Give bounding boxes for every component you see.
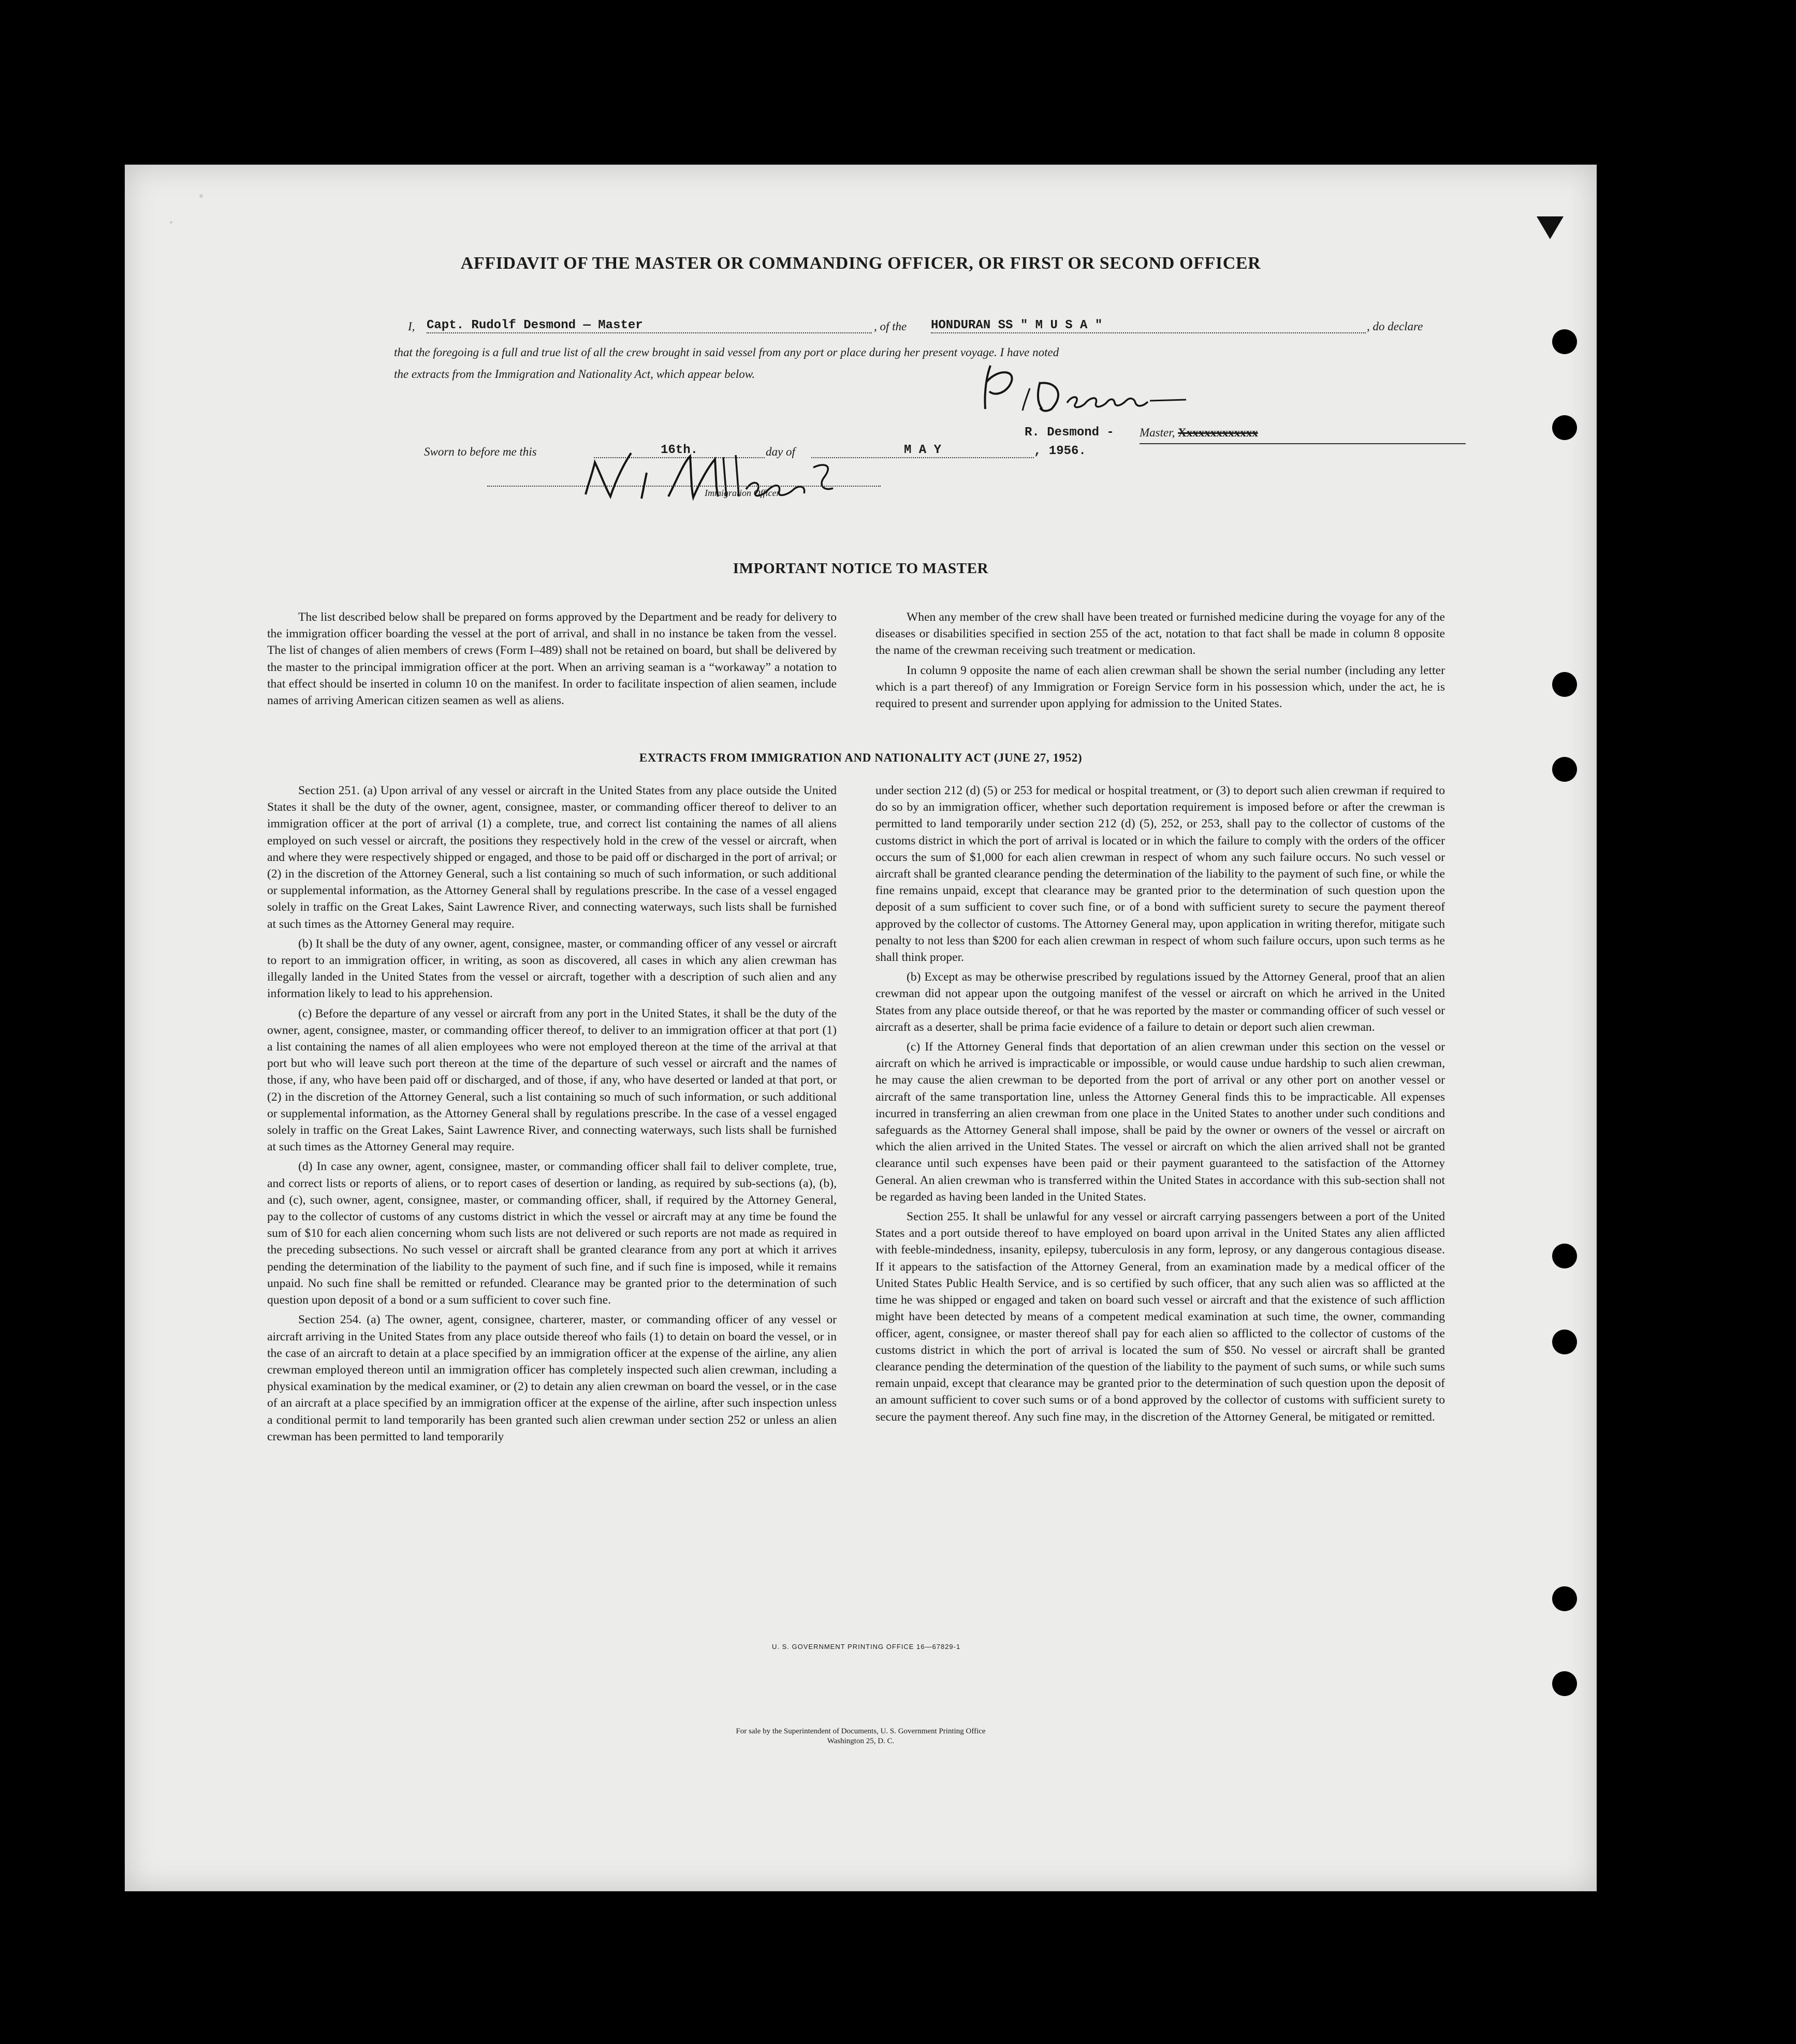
master-title bbox=[1140, 426, 1258, 440]
extract-paragraph: (c) If the Attorney General finds that deportation of an alien crewman under this section on the vessel or aircraft on which he arrived is impracticable or impossible, or would cause undue hardship to such alien crewman, he may cause the alien crewman to be deported from the port of arrival or any other port on another vessel or aircraft of the same transportation line, unless the Attorney General finds this to be impracticable. All expenses incurred in transferring an alien crewman from one place in the United States to another under such conditions and safeguards as the Attorney General shall impose, shall be paid by the owner or owners of the vessel or aircraft on which the alien arrived in the United States. The vessel or aircraft on which the alien arrived shall not be granted clearance until such expenses have been paid or their payment guaranteed to the satisfaction of the Attorney General. An alien crewman who is transferred within the United States in accordance with this sub-section shall not be regarded as having been landed in the United States. bbox=[875, 1040, 1445, 1204]
extract-paragraph: (d) In case any owner, agent, consignee, master, or commanding officer shall fail to deliver complete, true, and correct lists or reports of aliens, or to report cases of desertion or landing, as required by sub-sections (a), (b), and (c), such owner, agent, consignee, master, or commanding officer, shall, if required by the Attorney General, pay to the collector of customs of any customs district in which the vessel or aircraft may at any time be found the sum of $10 for each alien concerning whom such lists are not delivered or such reports are not made as required in the preceding subsections. No such vessel or aircraft shall be granted clearance from any port at which it arrives pending the determination of the liability to the payment of such fine, and if such fine is imposed, while it remains unpaid. No such fine shall be remitted or refunded. Clearance may be granted prior to the determination of such question upon deposit of a bond or a sum sufficient to cover such fine. bbox=[267, 1160, 837, 1307]
of-the-label: , of the bbox=[874, 320, 907, 333]
declaration-suffix: , do declare bbox=[1367, 320, 1423, 333]
sworn-day-field: 16th. bbox=[594, 443, 765, 458]
extracts-left-column bbox=[267, 782, 837, 1445]
notice-title: IMPORTANT NOTICE TO MASTER bbox=[733, 560, 989, 577]
sworn-year-field: , 1956. bbox=[1034, 444, 1086, 458]
binder-hole bbox=[1552, 757, 1577, 782]
signature-rule bbox=[1140, 443, 1466, 444]
scan-speck bbox=[199, 194, 203, 198]
sworn-month-field: M A Y bbox=[811, 443, 1034, 458]
binder-hole bbox=[1552, 1671, 1577, 1696]
extract-paragraph: (b) It shall be the duty of any owner, agent, consignee, master, or commanding officer of any vessel or aircraft to report to an immigration officer, in writing, as soon as discovered, all cases in which any alien crewman has illegally landed in the United States from the vessel or aircraft, together with a description of such alien and any information likely to lead to his apprehension. bbox=[267, 937, 837, 1001]
declaration-line-1 bbox=[408, 320, 1521, 339]
extracts-title: EXTRACTS FROM IMMIGRATION AND NATIONALITY ACT (JUNE 27, 1952) bbox=[639, 751, 1083, 764]
struck-title: Xxxxxxxxxxxxx bbox=[1178, 426, 1258, 439]
vessel-name-field: HONDURAN SS " M U S A " bbox=[931, 318, 1366, 333]
master-signature bbox=[979, 361, 1196, 418]
notice-left-column bbox=[267, 609, 837, 709]
officer-signature-rule bbox=[487, 486, 881, 487]
footer-line-1: For sale by the Superintendent of Documents, U. S. Government Printing Office bbox=[736, 1727, 986, 1735]
binder-hole bbox=[1552, 415, 1577, 440]
extracts-right-column bbox=[875, 782, 1445, 1425]
document-page bbox=[125, 165, 1597, 1891]
master-name-field: Capt. Rudolf Desmond — Master bbox=[427, 318, 872, 333]
notice-right-column bbox=[875, 609, 1445, 712]
corner-tear bbox=[1537, 216, 1564, 239]
extract-paragraph: (c) Before the departure of any vessel or aircraft from any port in the United States, it shall be the duty of the owner, agent, consignee, master, or commanding officer thereof, to deliver to an immigration officer at that port (1) a list containing the names of all alien employees who were not employed thereon at the time of the arrival at that port but who will leave such port thereon at the time of the departure of such vessel or aircraft and the names of those, if any, who have been paid off or discharged, and of those, if any, who have deserted or landed at that port, or (2) in the discretion of the Attorney General, such a list containing so much of such information, or such additional or supplemental information, as the Attorney General shall by regulations prescribe. In the case of a vessel engaged solely in traffic on the Great Lakes, Saint Lawrence River, and connecting waterways, such lists shall be furnished at such times as the Attorney General may require. bbox=[267, 1006, 837, 1154]
typed-signature: R. Desmond - bbox=[1025, 426, 1114, 440]
affidavit-title: AFFIDAVIT OF THE MASTER OR COMMANDING OFFICER, OR FIRST OR SECOND OFFICER bbox=[460, 254, 1261, 273]
notice-paragraph: When any member of the crew shall have been treated or furnished medicine during the voyage for any of the diseases or disabilities specified in section 255 of the act, notation to that fact shall be made in column 8 opposite the name of the crewman receiving such treatment or medication. bbox=[875, 610, 1445, 658]
binder-hole bbox=[1552, 672, 1577, 697]
binder-hole bbox=[1552, 1330, 1577, 1354]
extract-paragraph: Section 251. (a) Upon arrival of any vessel or aircraft in the United States from any place outside the United States it shall be the duty of the owner, agent, consignee, master, or commanding officer thereof to deliver to an immigration officer at the port of arrival (1) a complete, true, and correct list containing the names of all aliens employed on such vessel or aircraft, the positions they respectively hold in the crew of the vessel or aircraft, when and where they were respectively shipped or engaged, and those to be paid off or discharged in the port of arrival; or (2) in the discretion of the Attorney General, such a list containing so much of such information, or such additional or supplemental information, as the Attorney General shall by regulations prescribe. In the case of a vessel engaged solely in traffic on the Great Lakes, Saint Lawrence River, and connecting waterways, such lists shall be furnished at such times as the Attorney General may require. bbox=[267, 784, 837, 931]
immigration-officer-signature bbox=[580, 447, 870, 509]
sworn-label: Sworn to before me this bbox=[424, 445, 537, 458]
day-of-label: day of bbox=[766, 445, 795, 458]
declaration-line-2: that the foregoing is a full and true list of all the crew brought in said vessel from any port or place during her present voyage. I have noted bbox=[394, 346, 1059, 359]
binder-hole bbox=[1552, 1244, 1577, 1268]
immigration-officer-label: Immigration Officer. bbox=[705, 488, 781, 498]
extract-paragraph: (b) Except as may be otherwise prescribed by regulations issued by the Attorney General, proof that an alien crewman did not appear upon the outgoing manifest of the vessel or aircraft on which he arrived in the United States from any place outside thereof, or that he was reported by the master or commanding officer of such vessel or aircraft as a deserter, shall be prima facie evidence of a failure to detain or deport such alien crewman. bbox=[875, 970, 1445, 1034]
notice-paragraph: The list described below shall be prepared on forms approved by the Department and be ready for delivery to the immigration officer boarding the vessel at the port of arrival, and shall in no instance be taken from the vessel. The list of changes of alien members of crews (Form I–489) shall not be retained on board, but shall be delivered by the master to the principal immigration officer at the port. When an arriving seaman is a “workaway” a notation to that effect should be inserted in column 10 on the manifest. In order to facilitate inspection of alien seamen, include names of arriving American citizen seamen as well as aliens. bbox=[267, 610, 837, 708]
extract-paragraph: Section 255. It shall be unlawful for any vessel or aircraft carrying passengers between a port of the United States and a port outside thereof to have employed on board upon arrival in the United States any alien afflicted with feeble-mindedness, insanity, epilepsy, tuberculosis in any form, leprosy, or any dangerous contagious disease. If it appears to the satisfaction of the Attorney General, from an examination made by a medical officer of the United States Public Health Service, and is so certified by such officer, that any such alien was so afflicted at the time he was shipped or engaged and taken on board such vessel or aircraft and that the existence of such affliction might have been detected by means of a competent medical examination at such time, the owner, commanding officer, agent, consignee, or master thereof shall pay for each alien so afflicted to the collector of customs of the customs district in which the port of arrival is located the sum of $50. No vessel or aircraft shall be granted clearance pending the determination of the question of the liability to the payment of such sums, or while such sums remain unpaid, except that clearance may be granted prior to the determination of such question upon the deposit of an amount sufficient to cover such sums or of a bond approved by the collector of customs with sufficient surety to secure the payment thereof. Any such fine may, in the discretion of the Attorney General, be mitigated or remitted. bbox=[875, 1210, 1445, 1424]
footer bbox=[125, 1727, 1597, 1746]
binder-hole bbox=[1552, 1586, 1577, 1611]
footer-line-2: Washington 25, D. C. bbox=[827, 1737, 895, 1745]
declaration-prefix: I, bbox=[408, 320, 415, 333]
extract-paragraph: Section 254. (a) The owner, agent, consignee, charterer, master, or commanding officer of any vessel or aircraft arriving in the United States from any place outside thereof who fails (1) to detain on board the vessel, or in the case of an aircraft to detain at a place specified by an immigration officer at the expense of the airline, any alien crewman employed thereon until an immigration officer has completely inspected such alien crewman, including a physical examination by the medical examiner, or (2) to detain any alien crewman on board the vessel, or in the case of an aircraft at a place specified by an immigration officer at the expense of the airline, after such inspection unless a conditional permit to land temporarily has been granted such alien crewman under section 252 or unless an alien crewman has been permitted to land temporarily bbox=[267, 1313, 837, 1443]
print-office-mark: U. S. GOVERNMENT PRINTING OFFICE 16—67829-1 bbox=[772, 1643, 961, 1651]
master-label: Master, bbox=[1140, 426, 1175, 439]
declaration-line-3: the extracts from the Immigration and Nationality Act, which appear below. bbox=[394, 368, 755, 381]
binder-hole bbox=[1552, 329, 1577, 354]
extract-paragraph: under section 212 (d) (5) or 253 for medical or hospital treatment, or (3) to deport such alien crewman if required to do so by an immigration officer, whether such deportation requirement is imposed before or after the crewman is permitted to land temporarily under section 212 (d) (5), 252, or 253, shall pay to the collector of customs of the customs district in which the port of arrival is located or in which the failure to comply with the orders of the officer occurs the sum of $1,000 for each alien crewman in respect of whom any such failure occurs. No such vessel or aircraft shall be granted clearance pending the determination of the liability to the payment of such fine, or while the fine remains unpaid, except that clearance may be granted prior to the determination of such question upon the deposit of a sum sufficient to cover such fine, or of a bond with sufficient surety to secure the payment thereof approved by the collector of customs. The Attorney General may, upon application in writing therefor, mitigate such penalty to not less than $200 for each alien crewman in respect of whom such failure occurs, upon such terms as he shall think proper. bbox=[875, 784, 1445, 965]
notice-paragraph: In column 9 opposite the name of each alien crewman shall be shown the serial number (including any letter which is a part thereof) of any Immigration or Foreign Service form in his possession which, under the act, he is required to present and surrender upon applying for admission to the United States. bbox=[875, 663, 1445, 711]
scan-speck bbox=[170, 221, 172, 224]
